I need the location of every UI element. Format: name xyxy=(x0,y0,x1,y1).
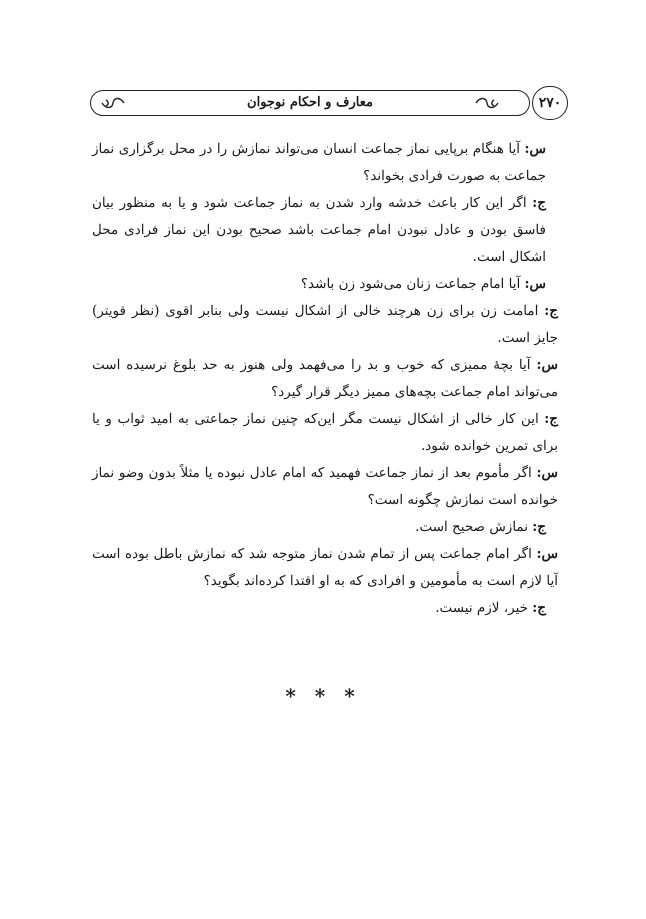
qa-text: آیا امام جماعت زنان می‌شود زن باشد؟ xyxy=(300,276,521,292)
page-header xyxy=(90,86,568,120)
qa-label: س: xyxy=(536,546,558,562)
qa-label: ج: xyxy=(532,600,546,616)
qa-text: آیا هنگام برپایی نماز جماعت انسان می‌تواند نمازش را در محل برگزاری نماز جماعت به صورت فرادی بخواند؟ xyxy=(92,141,546,184)
qa-label: ج: xyxy=(544,411,558,427)
answer-4 xyxy=(92,514,558,541)
qa-label: س: xyxy=(524,276,546,292)
page-number: ۲۷۰ xyxy=(532,86,568,120)
qa-text: خیر، لازم نیست. xyxy=(435,600,528,616)
qa-label: س: xyxy=(536,357,558,373)
qa-content xyxy=(92,136,558,622)
answer-1 xyxy=(92,190,558,271)
section-separator: * * * xyxy=(285,684,361,708)
qa-text: این کار خالی از اشکال نیست مگر این‌که چنین نماز جماعتی به امید ثواب و یا برای تمرین خوانده شود. xyxy=(92,411,558,454)
qa-label: س: xyxy=(536,465,558,481)
qa-label: ج: xyxy=(532,195,546,211)
question-5 xyxy=(92,541,558,595)
question-3 xyxy=(92,352,558,406)
answer-2 xyxy=(92,298,558,352)
qa-label: ج: xyxy=(532,519,546,535)
qa-label: س: xyxy=(524,141,546,157)
question-4 xyxy=(92,460,558,514)
qa-text: اگر امام جماعت پس از تمام شدن نماز متوجه شد که نمازش باطل بوده است آیا لازم است به مأمومین و افرادی که به او اقتدا کرده‌اند بگوید؟ xyxy=(92,546,558,589)
question-1 xyxy=(92,136,558,190)
answer-3 xyxy=(92,406,558,460)
qa-text: نمازش صحیح است. xyxy=(415,519,528,535)
qa-text: آیا بچهٔ ممیزی که خوب و بد را می‌فهمد ولی هنوز به حد بلوغ نرسیده است می‌تواند امام جماعت بچه‌های ممیز دیگر قرار گیرد؟ xyxy=(92,357,558,400)
book-title: معارف و احکام نوجوان xyxy=(247,95,373,110)
qa-text: اگر مأموم بعد از نماز جماعت فهمید که امام عادل نبوده یا مثلاً بدون وضو نماز خوانده است نمازش چگونه است؟ xyxy=(92,465,558,508)
question-2 xyxy=(92,271,558,298)
qa-label: ج: xyxy=(544,303,558,319)
qa-text: اگر این کار باعث خدشه وارد شدن به نماز جماعت شود و یا به منظور بیان فاسق بودن و عادل نبودن امام جماعت باشد صحیح بودن این نماز فرادی محل اشکال است. xyxy=(92,195,546,265)
answer-5 xyxy=(92,595,558,622)
qa-text: امامت زن برای زن هرچند خالی از اشکال نیست ولی بنابر اقوی (نظر قویتر) جایز است. xyxy=(92,303,558,346)
